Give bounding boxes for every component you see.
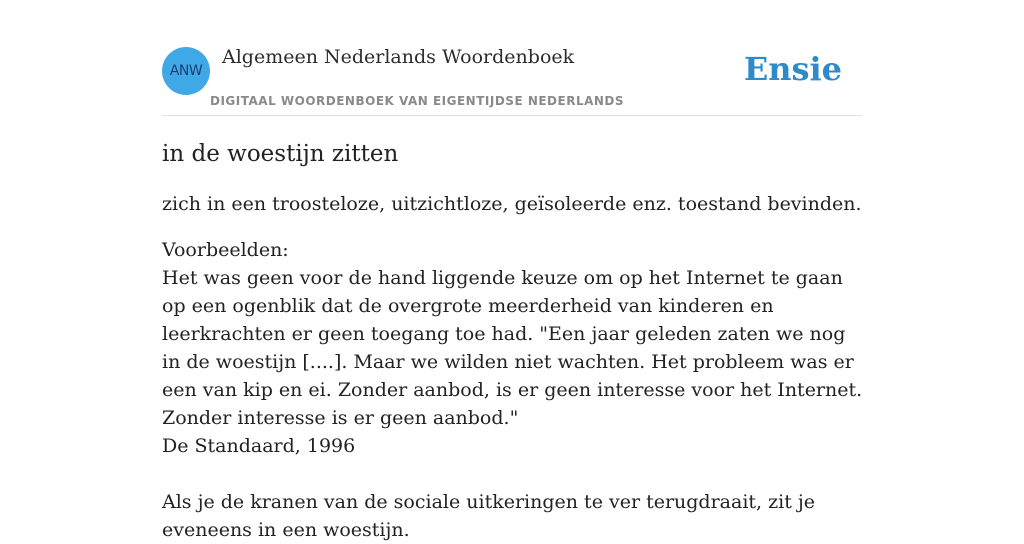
definition: zich in een troosteloze, uitzichtloze, geïsoleerde enz. toestand bevinden. xyxy=(162,193,862,215)
entry-content xyxy=(162,138,866,544)
example-spacer xyxy=(162,460,866,488)
anw-logo[interactable]: ANW xyxy=(162,47,210,95)
examples-block xyxy=(162,236,866,544)
example-text: Het was geen voor de hand liggende keuze om op het Internet te gaan op een ogenblik dat de overgrote meerderheid van kinderen en leerkrachten er geen toegang toe had. "Een jaar geleden zaten we nog in de woestijn [....]. Maar we wilden niet wachten. Het probleem was er een van kip en ei. Zonder aanbod, is er geen interesse voor het Internet. Zonder interesse is er geen aanbod." xyxy=(162,267,863,429)
site-subtitle: DIGITAAL WOORDENBOEK VAN EIGENTIJDSE NEDERLANDS xyxy=(210,94,625,108)
headword: in de woestijn zitten xyxy=(162,141,399,167)
example-source: De Standaard, 1996 xyxy=(162,435,356,457)
ensie-brand-logo[interactable]: Ensie xyxy=(743,50,842,88)
site-title[interactable]: Algemeen Nederlands Woordenboek xyxy=(222,46,575,68)
header-divider xyxy=(162,115,862,116)
site-header xyxy=(162,44,862,116)
examples-label: Voorbeelden: xyxy=(162,239,289,261)
example-text: Als je de kranen van de sociale uitkeringen te ver terugdraait, zit je eveneens in een woestijn. xyxy=(162,491,816,541)
